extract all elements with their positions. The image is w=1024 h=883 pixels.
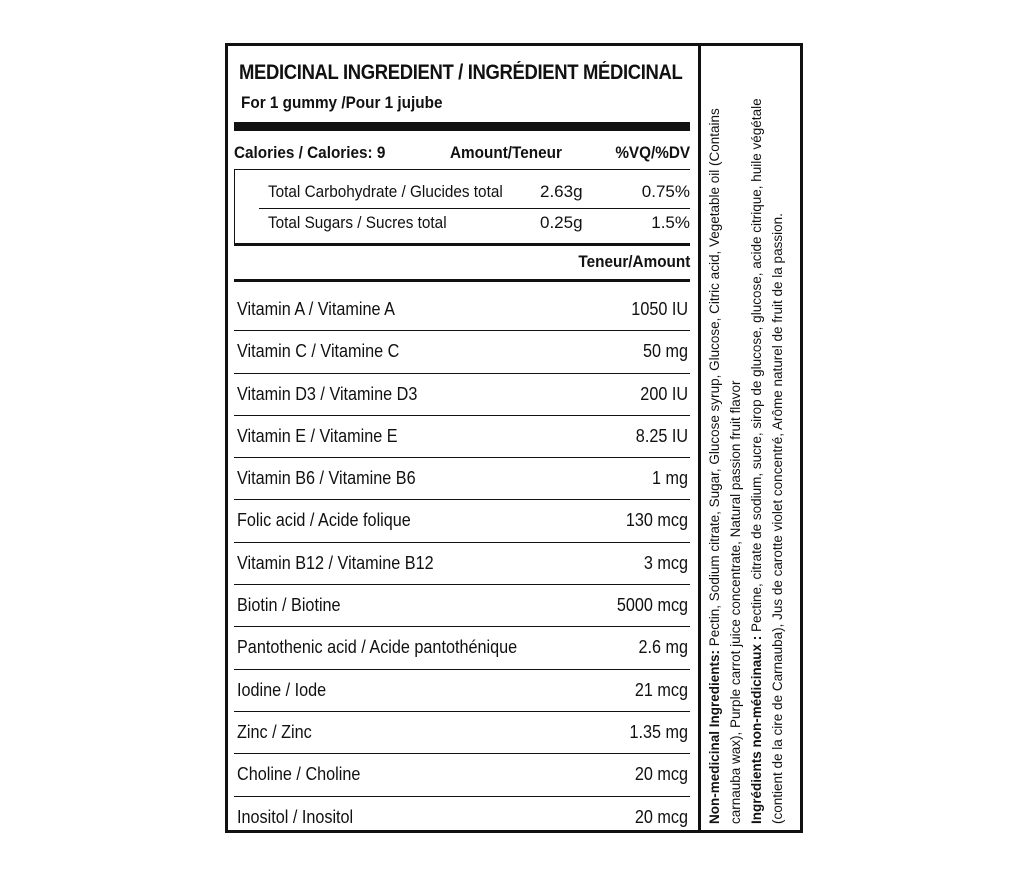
carb-amount: 2.63g (540, 182, 583, 201)
nutrient-amount: 1050 IU (631, 299, 688, 319)
ingredient-panel (225, 43, 803, 833)
nutrient-amount: 8.25 IU (635, 425, 688, 446)
calories-divider (234, 169, 690, 170)
non-medicinal-fr (746, 56, 788, 824)
nutrient-name: Pantothenic acid / Acide pantothénique (237, 637, 518, 658)
nutrient-name: Choline / Choline (237, 764, 361, 785)
table-row (234, 797, 690, 839)
table-row (234, 331, 690, 373)
carb-dv: 0.75% (641, 182, 690, 201)
sugar-amount: 0.25g (540, 213, 583, 232)
non-medicinal-fr-label: Ingrédients non-médicinaux : (749, 635, 764, 824)
dv-header: %VQ/%DV (615, 143, 690, 162)
nutrient-amount: 20 mcg (634, 764, 688, 785)
carbs-indent-line (234, 169, 235, 243)
nutrient-name: Vitamin C / Vitamine C (237, 341, 400, 362)
carb-name: Total Carbohydrate / Glucides total (268, 182, 503, 201)
table-row (234, 416, 690, 458)
nutrients-top-divider (234, 279, 690, 282)
calories-label: Calories / Calories: 9 (234, 143, 386, 162)
nutrient-name: Biotin / Biotine (237, 595, 341, 616)
nutrient-name: Vitamin D3 / Vitamine D3 (237, 383, 418, 404)
nutrient-name: Folic acid / Acide folique (237, 510, 411, 531)
nutrient-name: Vitamin B6 / Vitamine B6 (237, 468, 416, 489)
table-row (234, 458, 690, 500)
panel-title: MEDICINAL INGREDIENT / INGRÉDIENT MÉDICINAL (239, 61, 683, 84)
non-medicinal-en-text: Pectin, Sodium citrate, Sugar, Glucose syrup, Glucose, Citric acid, Vegetable oil (Contains carnauba wax), Purple carrot juice concentrate, Natural passion fruit flavor (707, 108, 743, 824)
amount-header: Amount/Teneur (450, 143, 562, 162)
table-row (234, 374, 690, 416)
nutrient-amount: 1 mg (651, 468, 688, 489)
table-row (234, 754, 690, 796)
sugar-name: Total Sugars / Sucres total (268, 213, 447, 232)
table-row (234, 543, 690, 585)
non-medicinal-fr-text: Pectine, citrate de sodium, sucre, sirop de glucose, glucose, acide citrique, huile végétale (contient de la cire de Carnauba), Jus de carotte violet concentré, Arôme naturel de fruit de la passion. (749, 98, 785, 824)
nutrient-amount: 20 mcg (634, 806, 688, 827)
table-row (234, 712, 690, 754)
table-row (234, 500, 690, 542)
table-row (234, 627, 690, 669)
non-medicinal-text (701, 50, 800, 830)
nutrient-amount: 200 IU (640, 383, 688, 404)
table-row (234, 585, 690, 627)
table-row (234, 289, 690, 331)
non-medicinal-en-label: Non-medicinal Ingredients: (707, 649, 722, 824)
table-row (234, 670, 690, 712)
sugar-dv: 1.5% (651, 213, 690, 232)
nutrient-list (234, 289, 690, 839)
nutrient-amount: 2.6 mg (638, 637, 688, 658)
nutrient-amount: 5000 mcg (616, 595, 688, 616)
medicinal-ingredient-table (228, 46, 701, 830)
non-medicinal-en (704, 56, 746, 824)
serving-size: For 1 gummy /Pour 1 jujube (241, 93, 443, 112)
teneur-header: Teneur/Amount (578, 252, 690, 271)
nutrient-name: Vitamin E / Vitamine E (237, 425, 398, 446)
nutrient-name: Vitamin A / Vitamine A (237, 299, 395, 319)
nutrient-amount: 130 mcg (625, 510, 688, 531)
non-medicinal-ingredients-panel (701, 46, 800, 830)
nutrient-name: Inositol / Inositol (237, 806, 354, 827)
carb-divider (259, 208, 690, 209)
nutrient-name: Iodine / Iode (237, 679, 327, 700)
nutrient-name: Vitamin B12 / Vitamine B12 (237, 552, 434, 573)
title-divider (234, 122, 690, 131)
nutrient-amount: 3 mcg (643, 552, 688, 573)
nutrient-name: Zinc / Zinc (237, 721, 312, 742)
nutrient-amount: 1.35 mg (629, 721, 688, 742)
carbs-end-divider (234, 243, 690, 246)
nutrient-amount: 21 mcg (634, 679, 688, 700)
nutrient-amount: 50 mg (642, 341, 688, 362)
